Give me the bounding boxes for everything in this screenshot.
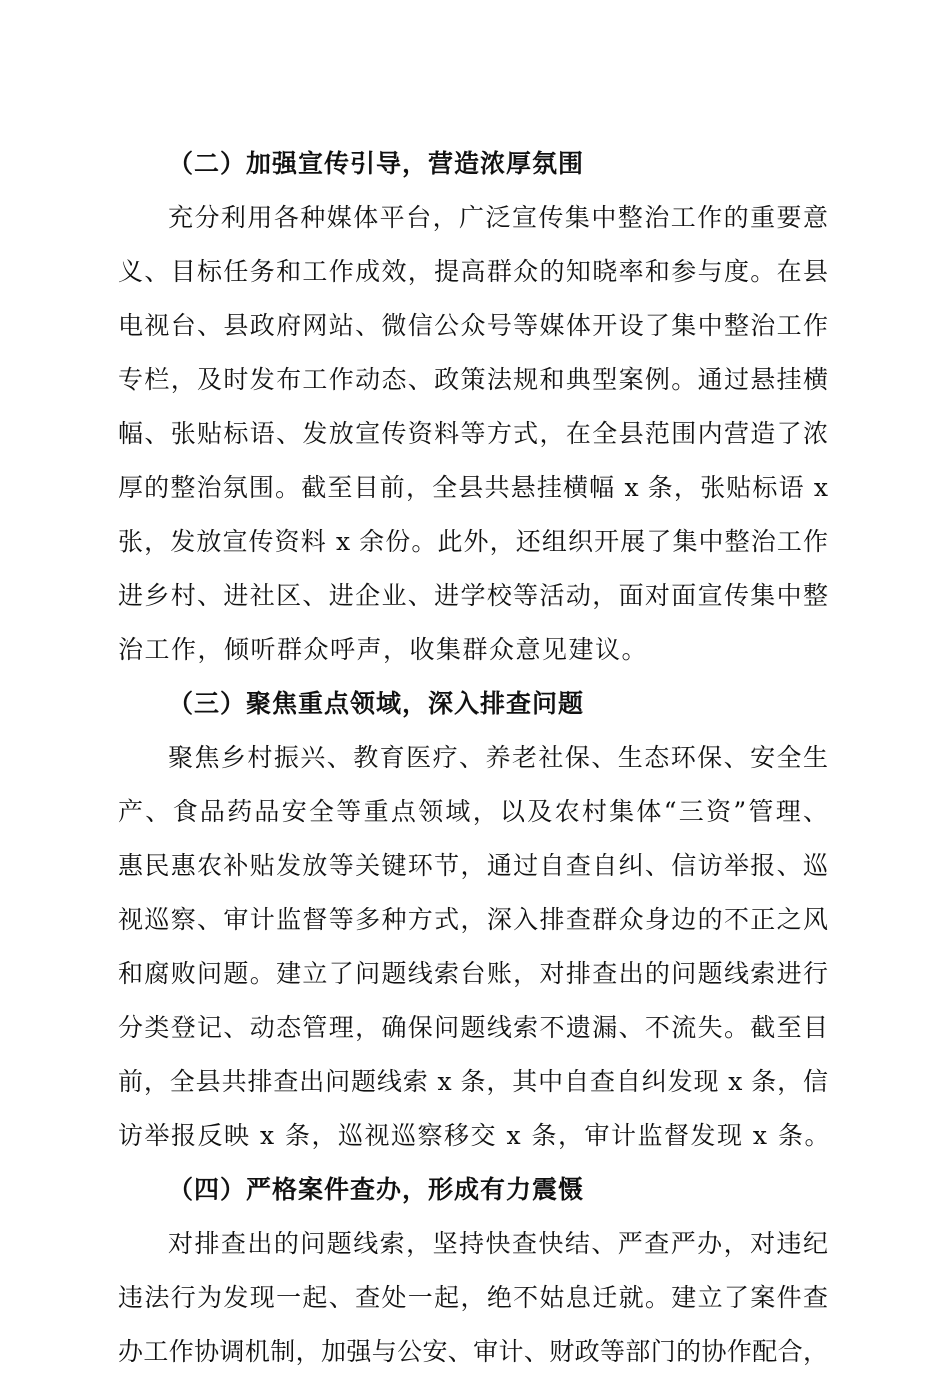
paragraph-line: 电视台、县政府网站、微信公众号等媒体开设了集中整治工作 <box>118 311 828 340</box>
section-heading: （二）加强宣传引导，营造浓厚氛围 <box>168 149 585 178</box>
section-heading: （四）严格案件查办，形成有力震慑 <box>168 1175 585 1204</box>
document-body <box>118 137 831 1379</box>
paragraph-line: 张，发放宣传资料 x 余份。此外，还组织开展了集中整治工作 <box>118 527 828 556</box>
paragraph-line: 惠民惠农补贴发放等关键环节，通过自查自纠、信访举报、巡 <box>118 851 828 880</box>
section-3 <box>118 677 831 1163</box>
paragraph-line: 违法行为发现一起、查处一起，绝不姑息迁就。建立了案件查 <box>118 1283 828 1312</box>
paragraph-line: 对排查出的问题线索，坚持快查快结、严查严办，对违纪 <box>168 1229 828 1258</box>
paragraph-line: 访举报反映 x 条，巡视巡察移交 x 条，审计监督发现 x 条。 <box>118 1121 831 1150</box>
paragraph-line: 办工作协调机制，加强与公安、审计、财政等部门的协作配合， <box>118 1337 828 1366</box>
paragraph-line: 专栏，及时发布工作动态、政策法规和典型案例。通过悬挂横 <box>118 365 828 394</box>
paragraph-line: 产、食品药品安全等重点领域，以及农村集体“三资”管理、 <box>118 797 828 826</box>
paragraph-line: 充分利用各种媒体平台，广泛宣传集中整治工作的重要意 <box>168 203 828 232</box>
paragraph-line: 视巡察、审计监督等多种方式，深入排查群众身边的不正之风 <box>118 905 828 934</box>
paragraph-line: 义、目标任务和工作成效，提高群众的知晓率和参与度。在县 <box>118 257 828 286</box>
section-2 <box>118 137 828 677</box>
paragraph-line: 聚焦乡村振兴、教育医疗、养老社保、生态环保、安全生 <box>168 743 828 772</box>
paragraph-line: 和腐败问题。建立了问题线索台账，对排查出的问题线索进行 <box>118 959 828 988</box>
paragraph-line: 进乡村、进社区、进企业、进学校等活动，面对面宣传集中整 <box>118 581 828 610</box>
section-heading: （三）聚焦重点领域，深入排查问题 <box>168 689 585 718</box>
paragraph-line: 厚的整治氛围。截至目前，全县共悬挂横幅 x 条，张贴标语 x <box>118 473 828 502</box>
paragraph-line: 治工作，倾听群众呼声，收集群众意见建议。 <box>118 635 649 664</box>
paragraph-line: 前，全县共排查出问题线索 x 条，其中自查自纠发现 x 条，信 <box>118 1067 828 1096</box>
section-4 <box>118 1163 828 1379</box>
paragraph-line: 分类登记、动态管理，确保问题线索不遗漏、不流失。截至目 <box>118 1013 828 1042</box>
paragraph-line: 幅、张贴标语、发放宣传资料等方式，在全县范围内营造了浓 <box>118 419 828 448</box>
